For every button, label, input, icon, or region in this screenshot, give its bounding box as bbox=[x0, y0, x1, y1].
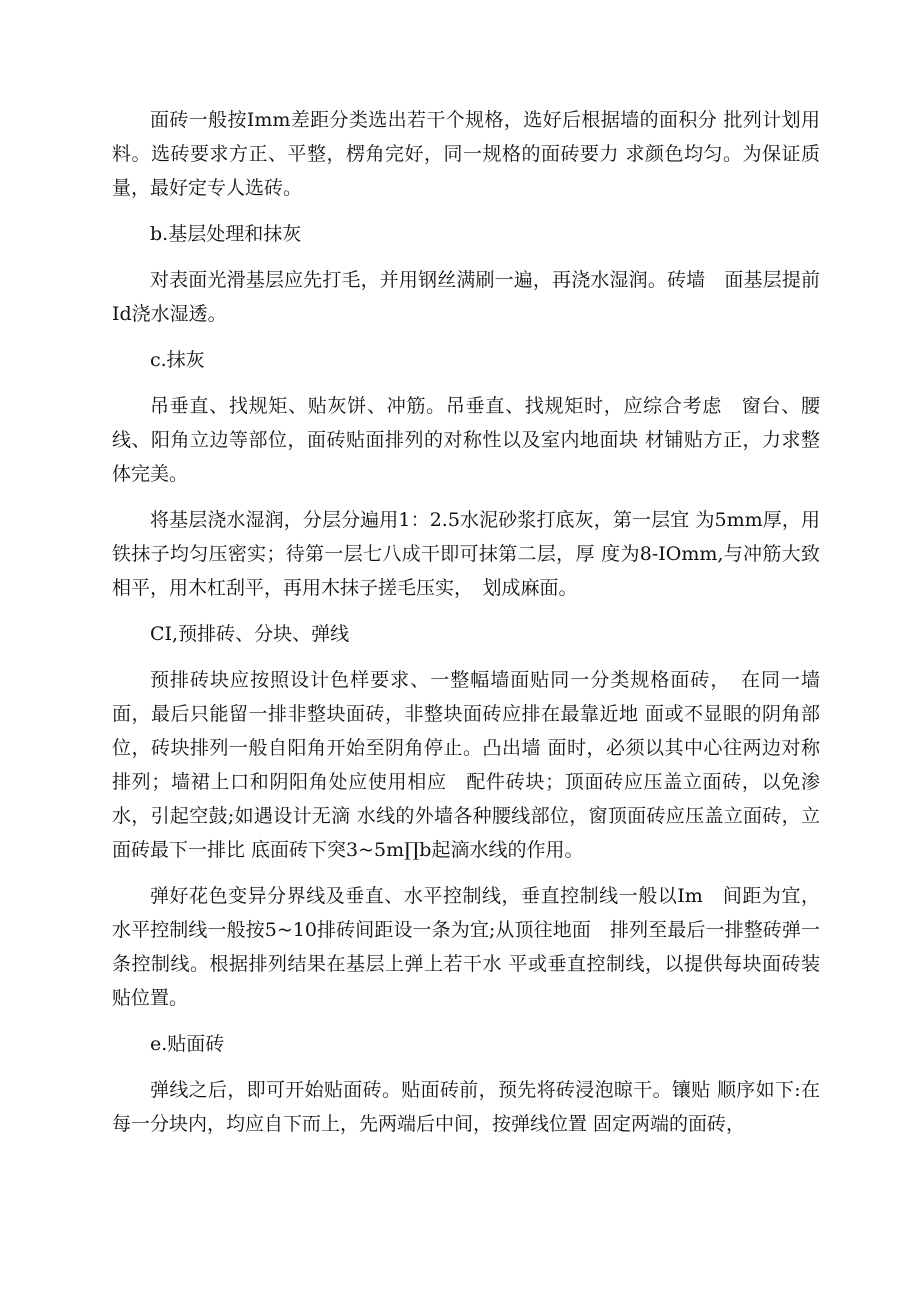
heading-base-treatment: b.基层处理和抹灰 bbox=[150, 223, 302, 245]
paragraph-base-roughening: 对表面光滑基层应先打毛，并用钢丝满刷一遍，再浇水湿润。砖墙 面基层提前Id浇水湿透。 bbox=[112, 269, 820, 325]
document-body bbox=[112, 103, 820, 1153]
heading-plastering: c.抹灰 bbox=[150, 349, 205, 371]
heading-tile-laying: e.贴面砖 bbox=[150, 1033, 225, 1055]
paragraph-plumb-leveling: 吊垂直、找规矩、贴灰饼、冲筋。吊垂直、找规矩时，应综合考虑 窗台、腰线、阳角立边等部位，面砖贴面排列的对称性以及室内地面块 材铺贴方正，力求整体完美。 bbox=[112, 395, 820, 485]
paragraph-tile-selection: 面砖一般按Imm差距分类选出若干个规格，选好后根据墙的面积分 批列计划用料。选砖要求方正、平整，楞角完好，同一规格的面砖要力 求颜色均匀。为保证质量，最好定专人选砖。 bbox=[112, 109, 820, 199]
paragraph-control-lines: 弹好花色变异分界线及垂直、水平控制线，垂直控制线一般以Im 间距为宜，水平控制线一般按5~10排砖间距设一条为宜;从顶往地面 排列至最后一排整砖弹一条控制线。根据排列结果在基层上弹上若干水 平或垂直控制线，以提供每块面砖装贴位置。 bbox=[112, 885, 820, 1009]
paragraph-pre-arrangement: 预排砖块应按照设计色样要求、一整幅墙面贴同一分类规格面砖， 在同一墙面，最后只能留一排非整块面砖，非整块面砖应排在最靠近地 面或不显眼的阴角部位，砖块排列一般自阳角开始至阴角停止。凸出墙 面时，必须以其中心往两边对称排列；墙裙上口和阴阳角处应使用相应 配件砖块；顶面砖应压盖立面砖，以免渗水，引起空鼓;如遇设计无滴 水线的外墙各种腰线部位，窗顶面砖应压盖立面砖，立面砖最下一排比 底面砖下突3~5m∏b起滴水线的作用。 bbox=[112, 669, 820, 861]
paragraph-laying-sequence: 弹线之后，即可开始贴面砖。贴面砖前，预先将砖浸泡晾干。镶贴 顺序如下:在每一分块内，均应自下而上，先两端后中间，按弹线位置 固定两端的面砖， bbox=[112, 1079, 820, 1135]
paragraph-base-coat: 将基层浇水湿润，分层分遍用1：2.5水泥砂浆打底灰，第一层宜 为5mm厚，用铁抹子均匀压密实；待第一层七八成干即可抹第二层，厚 度为8-IOmm,与冲筋大致相平，用木杠刮平，再用木抹子搓毛压实， 划成麻面。 bbox=[112, 509, 820, 599]
heading-layout-marking: CI,预排砖、分块、弹线 bbox=[150, 623, 350, 645]
